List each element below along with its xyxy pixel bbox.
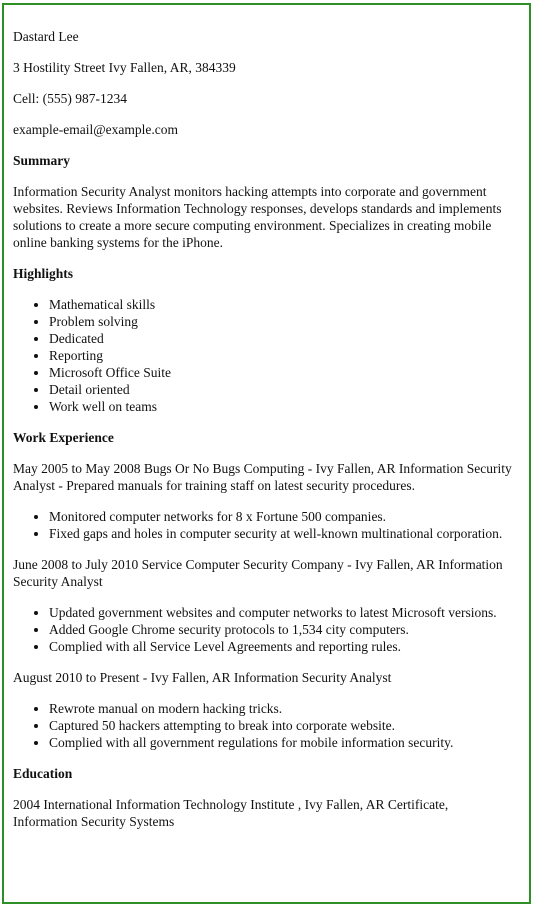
highlight-item: • Problem solving <box>49 313 513 330</box>
education-text: 2004 International Information Technology Institute , Ivy Fallen, AR Certificate, Information Security Systems <box>13 797 449 829</box>
contact-address: 3 Hostility Street Ivy Fallen, AR, 384339 <box>13 60 236 75</box>
contact-email: example-email@example.com <box>13 122 178 137</box>
job-bullet: • Complied with all Service Level Agreements and reporting rules. <box>49 638 513 655</box>
job-bullet: • Captured 50 hackers attempting to break into corporate website. <box>49 717 513 734</box>
job-bullet: • Fixed gaps and holes in computer security at well-known multinational corporation. <box>49 525 513 542</box>
education-heading: Education <box>13 766 73 781</box>
job-header: May 2005 to May 2008 Bugs Or No Bugs Computing - Ivy Fallen, AR Information Security Analyst - Prepared manuals for training staff on latest security procedures. <box>13 461 512 493</box>
work-experience-heading: Work Experience <box>13 430 114 445</box>
resume-document <box>13 28 513 844</box>
job-header: June 2008 to July 2010 Service Computer Security Company - Ivy Fallen, AR Information Security Analyst <box>13 557 503 589</box>
job-bullet: • Monitored computer networks for 8 x Fortune 500 companies. <box>49 508 513 525</box>
job-bullet: • Added Google Chrome security protocols to 1,534 city computers. <box>49 621 513 638</box>
job-bullets <box>13 508 513 542</box>
summary-heading: Summary <box>13 153 70 168</box>
job-bullets <box>13 604 513 655</box>
summary-text: Information Security Analyst monitors hacking attempts into corporate and government websites. Reviews Information Technology responses, develops standards and implements solutions to create a more secure computing environment. Specializes in creating mobile online banking systems for the iPhone. <box>13 184 502 250</box>
highlight-item: • Mathematical skills <box>49 296 513 313</box>
job-bullets <box>13 700 513 751</box>
job-bullet: • Complied with all government regulations for mobile information security. <box>49 734 513 751</box>
highlight-item: • Microsoft Office Suite <box>49 364 513 381</box>
highlight-item: • Reporting <box>49 347 513 364</box>
job-bullet: • Updated government websites and computer networks to latest Microsoft versions. <box>49 604 513 621</box>
highlights-list <box>13 296 513 415</box>
highlight-item: • Dedicated <box>49 330 513 347</box>
highlight-item: • Detail oriented <box>49 381 513 398</box>
highlights-heading: Highlights <box>13 266 74 281</box>
contact-phone: Cell: (555) 987-1234 <box>13 91 127 106</box>
highlight-item: • Work well on teams <box>49 398 513 415</box>
contact-name: Dastard Lee <box>13 29 79 44</box>
job-header: August 2010 to Present - Ivy Fallen, AR Information Security Analyst <box>13 670 392 685</box>
job-bullet: • Rewrote manual on modern hacking tricks. <box>49 700 513 717</box>
